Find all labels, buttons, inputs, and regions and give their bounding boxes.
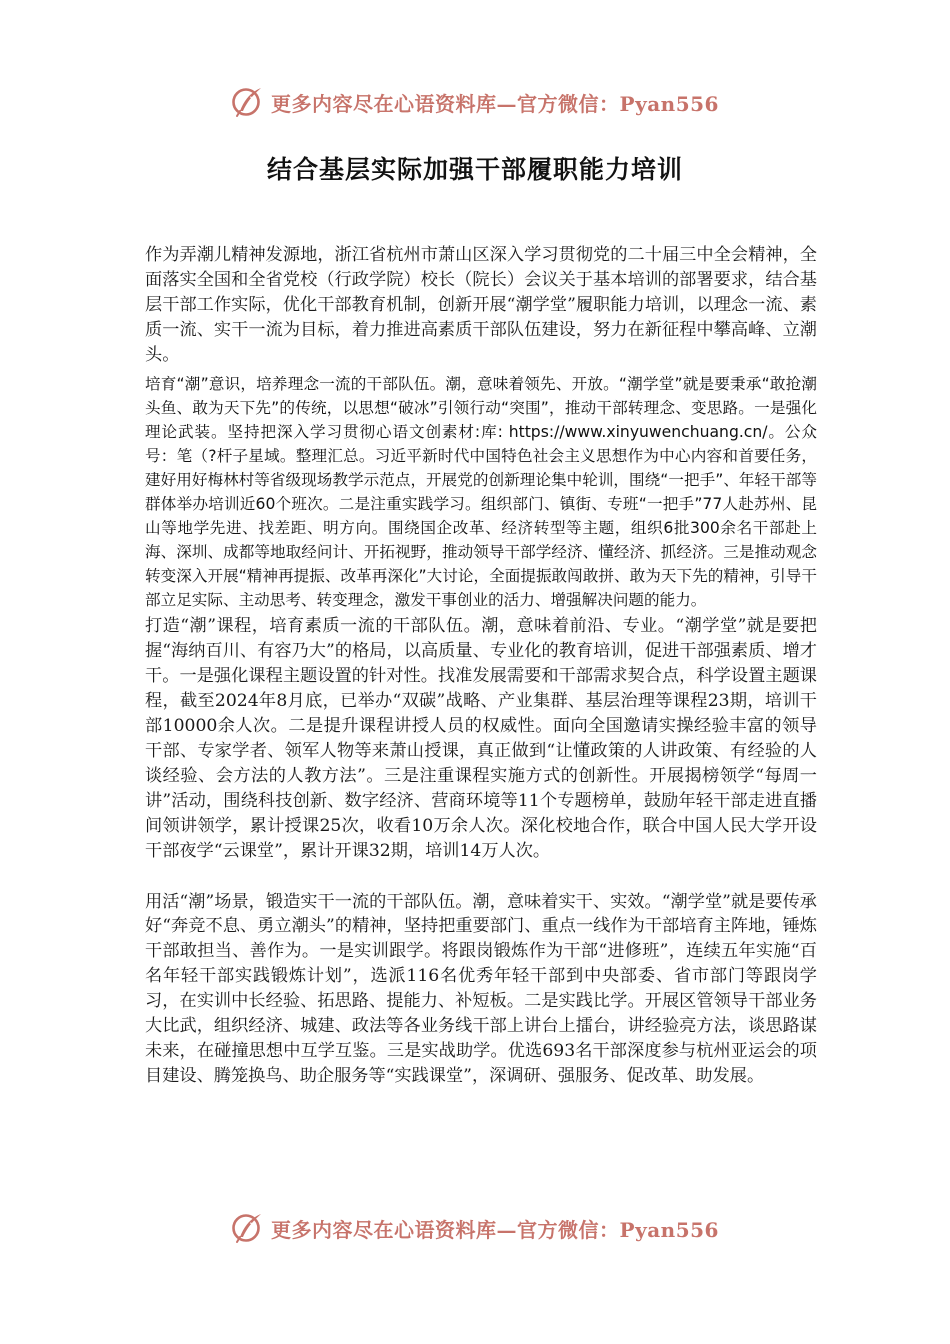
feather-pen-logo-icon <box>231 1211 265 1245</box>
footer-watermark-banner <box>0 1208 950 1248</box>
paragraph-intro: 作为弄潮儿精神发源地，浙江省杭州市萧山区深入学习贯彻党的二十届三中全会精神，全面落实全国和全省党校（行政学院）校长（院长）会议关于基本培训的部署要求，结合基层干部工作实际，优化干部教育机制，创新开展“潮学堂”履职能力培训，以理念一流、素质一流、实干一流为目标，着力推进高素质干部队伍建设，努力在新征程中攀高峰、立潮头。 <box>145 245 817 365</box>
banner-text: 更多内容尽在心语资料库—官方微信：Pyan556 <box>271 1217 719 1242</box>
paragraph-practice-scenes: 用活“潮”场景，锻造实干一流的干部队伍。潮，意味着实干、实效。“潮学堂”就是要传承好“奔竞不息、勇立潮头”的精神，坚持把重要部门、重点一线作为干部培育主阵地，锤炼干部敢担当、善作为。一是实训跟学。将跟岗锻炼作为干部“进修班”，连续五年实施“百名年轻干部实践锻炼计划”，选派116名优秀年轻干部到中央部委、省市部门等跟岗学习，在实训中长经验、拓思路、提能力、补短板。二是实践比学。开展区管领导干部业务大比武，组织经济、城建、政法等各业务线干部上讲台上擂台，讲经验亮方法，谈思路谋未来，在碰撞思想中互学互鉴。三是实战助学。优选693名干部深度参与杭州亚运会的项目建设、腾笼换鸟、助企服务等“实践课堂”，深调研、强服务、促改革、助发展。 <box>145 891 817 1086</box>
document-title: 结合基层实际加强干部履职能力培训 <box>266 155 683 184</box>
paragraph-cultivate-awareness: 培育“潮”意识，培养理念一流的干部队伍。潮，意味着领先、开放。“潮学堂”就是要秉承“敢抢潮头鱼、敢为天下先”的传统，以思想“破冰”引领行动“突围”，推动干部转理念、变思路。一是强化理论武装。坚持把深入学习贯彻心语文创素材:库: https://www.xinyuwenchuang.cn/。公众号：笔（?杆子星域。整理汇总。习近平新时代中国特色社会主义思想作为中心内容和首要任务，建好用好梅林村等省级现场教学示范点，开展党的创新理论集中轮训，围绕“一把手”、年轻干部等群体举办培训近60个班次。二是注重实践学习。组织部门、镇街、专班“一把手”77人赴苏州、昆山等地学先进、找差距、明方向。围绕国企改革、经济转型等主题，组织6批300余名干部赴上海、深圳、成都等地取经问计、开拓视野，推动领导干部学经济、懂经济、抓经济。三是推动观念转变深入开展“精神再提振、改革再深化”大讨论，全面提振敢闯敢拼、敢为天下先的精神，引导干部立足实际、主动思考、转变理念，激发干事创业的活力、增强解决问题的能力。 <box>145 374 817 610</box>
paragraph-build-courses: 打造“潮”课程，培育素质一流的干部队伍。潮，意味着前沿、专业。“潮学堂”就是要把握“海纳百川、有容乃大”的格局，以高质量、专业化的教育培训，促进干部强素质、增才干。一是强化课程主题设置的针对性。找准发展需要和干部需求契合点，科学设置主题课程，截至2024年8月底，已举办“双碳”战略、产业集群、基层治理等课程23期，培训干部10000余人次。二是提升课程讲授人员的权威性。面向全国邀请实操经验丰富的领导干部、专家学者、领军人物等来萧山授课，真正做到“让懂政策的人讲政策、有经验的人谈经验、会方法的人教方法”。三是注重课程实施方式的创新性。开展揭榜领学“每周一讲”活动，围绕科技创新、数字经济、营商环境等11个专题榜单，鼓励年轻干部走进直播间领讲领学，累计授课25次，收看10万余人次。深化校地合作，联合中国人民大学开设干部夜学“云课堂”，累计开课32期，培训14万人次。 <box>145 616 817 861</box>
banner-text: 更多内容尽在心语资料库—官方微信：Pyan556 <box>271 91 719 116</box>
feather-pen-logo-icon <box>231 85 265 119</box>
header-watermark-banner <box>0 82 950 122</box>
document-body <box>145 243 817 1089</box>
